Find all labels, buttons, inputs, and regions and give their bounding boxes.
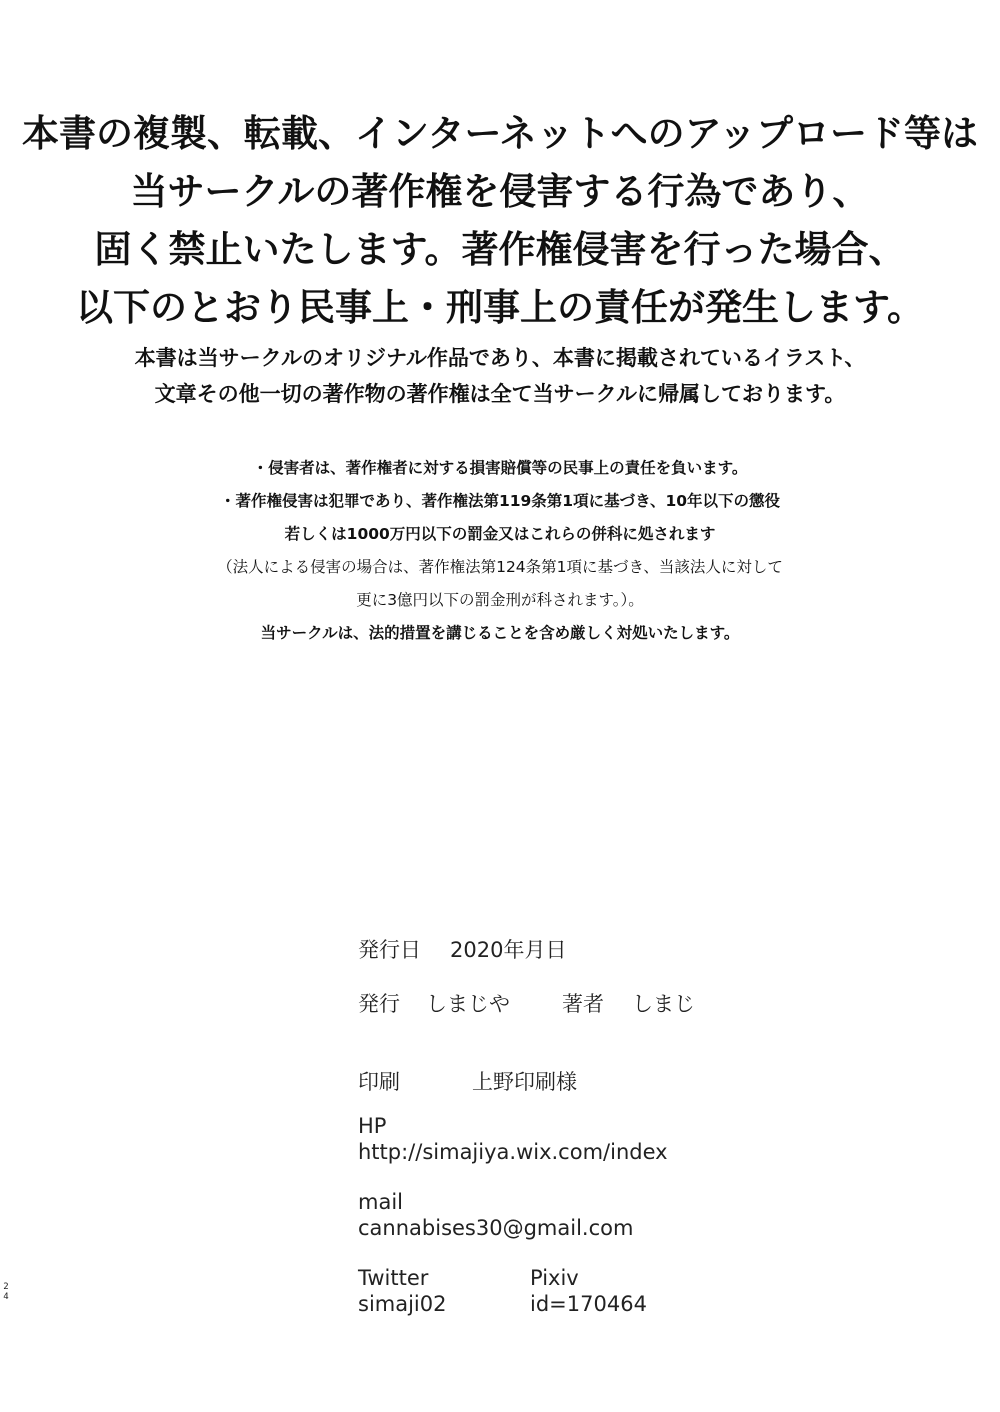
publisher-label: 発行: [358, 992, 400, 1016]
publisher-row: [358, 988, 695, 1018]
social-values-row: [358, 1292, 647, 1316]
ownership-statement: [0, 340, 1000, 412]
rule-line-4: （法人による侵害の場合は、著作権法第124条第1項に基づき、当該法人に対して: [217, 558, 783, 576]
intro-line-2: 文章その他一切の著作物の著作権は全て当サークルに帰属しております。: [154, 382, 846, 406]
rule-line-3: 若しくは1000万円以下の罰金又はこれらの併科に処されます: [284, 525, 716, 543]
page-number-digit-2: 4: [3, 1292, 9, 1302]
date-value: 2020年月日: [450, 938, 567, 962]
pixiv-label: Pixiv: [530, 1266, 579, 1290]
warning-line-1: 本書の複製、転載、インターネットへのアップロード等は: [21, 112, 979, 155]
rule-line-6: 当サークルは、法的措置を講じることを含め厳しく対処いたします。: [260, 624, 740, 642]
page-number: [2, 1282, 10, 1302]
rule-line-2: ・著作権侵害は犯罪であり、著作権法第119条第1項に基づき、10年以下の懲役: [219, 492, 781, 510]
rule-line-1: ・侵害者は、著作権者に対する損害賠償等の民事上の責任を負います。: [252, 459, 748, 477]
warning-line-2: 当サークルの著作権を侵害する行為であり、: [130, 170, 870, 213]
twitter-label: Twitter: [358, 1266, 429, 1290]
date-label: 発行日: [358, 938, 421, 962]
publisher-value: しまじや: [426, 992, 510, 1016]
social-labels-row: [358, 1266, 579, 1290]
hp-label: HP: [358, 1114, 387, 1138]
hp-url-link[interactable]: http://simajiya.wix.com/index: [358, 1140, 668, 1164]
printer-row: [358, 1066, 577, 1096]
twitter-handle: simaji02: [358, 1292, 447, 1316]
author-label: 著者: [562, 992, 604, 1016]
intro-line-1: 本書は当サークルのオリジナル作品であり、本書に掲載されているイラスト、: [134, 346, 866, 370]
printer-value: 上野印刷様: [472, 1070, 577, 1094]
warning-line-4: 以下のとおり民事上・刑事上の責任が発生します。: [75, 286, 925, 329]
legal-penalties: [0, 452, 1000, 650]
pixiv-id: id=170464: [530, 1292, 647, 1316]
copyright-warning: [0, 105, 1000, 337]
date-row: [358, 934, 566, 964]
author-value: しまじ: [632, 992, 695, 1016]
rule-line-5: 更に3億円以下の罰金刑が科されます。）。: [356, 591, 644, 609]
mail-label: mail: [358, 1190, 403, 1214]
printer-label: 印刷: [358, 1070, 400, 1094]
warning-line-3: 固く禁止いたします。著作権侵害を行った場合、: [94, 228, 906, 271]
page-number-digit-1: 2: [3, 1282, 9, 1292]
mail-address-link[interactable]: cannabises30@gmail.com: [358, 1216, 634, 1240]
